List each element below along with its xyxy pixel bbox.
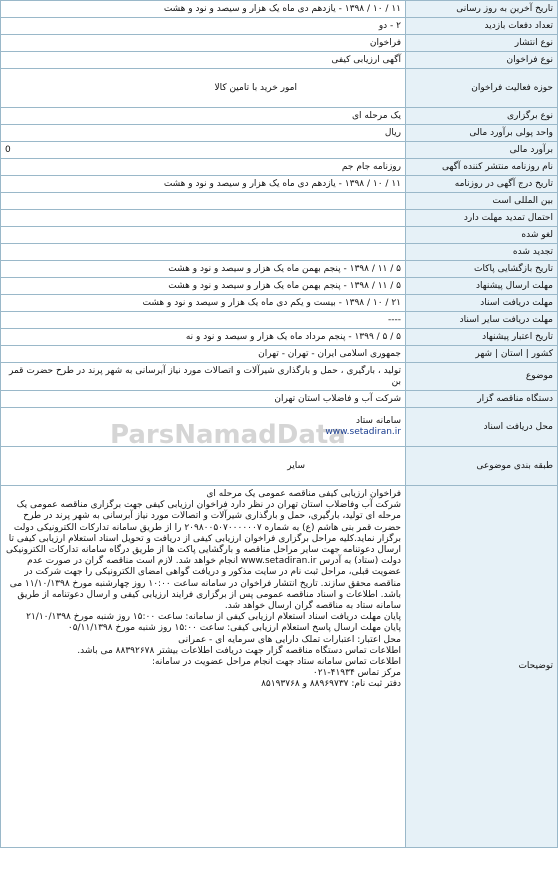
row-value: آگهی ارزیابی کیفی [1, 52, 406, 69]
row-label: مهلت دریافت اسناد [406, 295, 558, 312]
row-value [1, 244, 406, 261]
row-label: برآورد مالی [406, 142, 558, 159]
row-international [1, 193, 558, 210]
row-last-update [1, 1, 558, 18]
row-label: تجدید شده [406, 244, 558, 261]
row-organizer [1, 391, 558, 408]
row-value: ۵ / ۱۱ / ۱۳۹۸ - پنجم بهمن ماه یک هزار و سیصد و نود و هشت [1, 261, 406, 278]
row-value: یک مرحله ای [1, 108, 406, 125]
row-label: لغو شده [406, 227, 558, 244]
row-publish-type [1, 35, 558, 52]
row-activity-field [1, 69, 558, 108]
row-label: طبقه بندی موضوعی [406, 447, 558, 486]
row-label: تاریخ درج آگهی در روزنامه [406, 176, 558, 193]
row-value: ۵ / ۱۱ / ۱۳۹۸ - پنجم بهمن ماه یک هزار و سیصد و نود و هشت [1, 278, 406, 295]
desc-line: محل اعتبار: اعتبارات تملک دارایی های سرمایه ای - عمرانی [178, 634, 401, 645]
row-value: ۵ / ۵ / ۱۳۹۹ - پنجم مرداد ماه یک هزار و سیصد و نود و نه [1, 329, 406, 346]
row-label: موضوع [406, 363, 558, 391]
desc-line: پایان مهلت ارسال پاسخ استعلام ارزیابی کیفی: ساعت ۱۵:۰۰ روز شنبه مورخ ۰۵/۱۱/۱۳۹۸ [67, 623, 401, 634]
row-label: مهلت ارسال پیشنهاد [406, 278, 558, 295]
row-value: جمهوری اسلامی ایران - تهران - تهران [1, 346, 406, 363]
row-value [1, 408, 406, 447]
row-newspaper [1, 159, 558, 176]
row-value: ---- [1, 312, 406, 329]
row-subject [1, 363, 558, 391]
row-label: احتمال تمدید مهلت دارد [406, 210, 558, 227]
desc-line: اطلاعات تماس دستگاه مناقصه گزار جهت دریافت اطلاعات بیشتر ۸۸۳۹۲۶۷۸ می باشد. [77, 645, 401, 656]
row-renewed [1, 244, 558, 261]
row-value: فراخوان [1, 35, 406, 52]
row-label: تاریخ آخرین به روز رسانی [406, 1, 558, 18]
row-value: سایر [1, 447, 406, 486]
docs-place-name: سامانه ستاد [355, 416, 401, 426]
row-value: ۱۱ / ۱۰ / ۱۳۹۸ - یازدهم دی ماه یک هزار و سیصد و نود و هشت [1, 1, 406, 18]
row-value: 0 [1, 142, 406, 159]
watermark: ParsNamadData [110, 420, 346, 450]
row-value: ۲۱ / ۱۰ / ۱۳۹۸ - بیست و یکم دی ماه یک هزار و سیصد و نود و هشت [1, 295, 406, 312]
row-label: مهلت دریافت سایر اسناد [406, 312, 558, 329]
row-holding-type [1, 108, 558, 125]
row-other-docs-deadline [1, 312, 558, 329]
desc-line: شرکت آب وفاضلاب استان تهران در نظر دارد فراخوان ارزیابی کیفی جهت برگزاری مناقصه عمومی یک مرحله ای تولید، بارگیری، حمل و بارگذاری شیرآلات و اتصالات مورد نیاز آبرسانی به شهر پرند در طرح حضرت قمر بنی هاشم (ع) به شماره ۲۰۹۸۰۰۵۰۷۰۰۰۰۰۰۷ را از طریق سامانه تدارکات الکترونیکی دولت برگزار نماید.کلیه مراحل برگزاری فراخوان ارزیابی کیفی از دریافت و تحویل اسناد استعلام ارزیابی کیفی تا ارسال دعوتنامه جهت سایر مراحل مناقصه و بارگشایی پاکت ها از طریق درگاه سامانه تدارکات الکترونیکی دولت (ستاد) به آدرس www.setadiran.ir انجام خواهد شد. لازم است مناقصه گران در صورت عدم عضویت قبلی، مراحل ثبت نام در سایت مذکور و دریافت گواهی امضای الکترونیکی را جهت شرکت در مناقصه محقق سازند. تاریخ انتشار فراخوان در سامانه ساعت ۱۰:۰۰ روز چهارشنبه مورخ ۱۱/۱۰/۱۳۹۸ می باشد. اطلاعات و اسناد مناقصه عمومی پس از برگزاری فرایند ارزیابی کیفی و ارسال دعوتنامه از طریق سامانه ستاد به مناقصه گران ارسال خواهد شد. [5, 500, 401, 612]
row-estimate [1, 142, 558, 159]
row-docs-deadline [1, 295, 558, 312]
row-docs-place [1, 408, 558, 447]
row-label: تاریخ اعتبار پیشنهاد [406, 329, 558, 346]
row-label: تعداد دفعات بازدید [406, 18, 558, 35]
row-label: توضیحات [406, 486, 558, 848]
row-label: تاریخ بازگشایی پاکات [406, 261, 558, 278]
row-call-type [1, 52, 558, 69]
row-extension [1, 210, 558, 227]
row-cancelled [1, 227, 558, 244]
desc-line: مرکز تماس ۴۱۹۳۴-۰۲۱ [312, 668, 401, 679]
row-label: بین المللی است [406, 193, 558, 210]
row-newspaper-date [1, 176, 558, 193]
row-label: حوزه فعالیت فراخوان [406, 69, 558, 108]
row-opening-date [1, 261, 558, 278]
row-submission-deadline [1, 278, 558, 295]
description-text [1, 486, 406, 848]
row-visits [1, 18, 558, 35]
row-description [1, 486, 558, 848]
setad-link[interactable]: www.setadiran.ir [325, 427, 401, 437]
row-label: دستگاه مناقصه گزار [406, 391, 558, 408]
row-value: ۲ - دو [1, 18, 406, 35]
row-validity [1, 329, 558, 346]
row-currency [1, 125, 558, 142]
desc-line: فراخوان ارزیابی کیفی مناقصه عمومی یک مرحله ای [206, 489, 401, 499]
row-value: روزنامه جام جم [1, 159, 406, 176]
desc-line: اطلاعات تماس سامانه ستاد جهت انجام مراحل عضویت در سامانه: [151, 657, 401, 668]
row-label: واحد پولی برآورد مالی [406, 125, 558, 142]
desc-line: پایان مهلت دریافت اسناد استعلام ارزیابی کیفی از سامانه: ساعت ۱۵:۰۰ روز شنبه مورخ ۲۱/۱۰/۱۳۹۸ [26, 612, 401, 623]
row-label: نوع برگزاری [406, 108, 558, 125]
row-value: تولید ، بارگیری ، حمل و بارگذاری شیرآلات و اتصالات مورد نیاز آبرسانی به شهر پرند در طرح حضرت قمر بن [1, 363, 406, 391]
row-value: ۱۱ / ۱۰ / ۱۳۹۸ - یازدهم دی ماه یک هزار و سیصد و نود و هشت [1, 176, 406, 193]
row-label: نوع انتشار [406, 35, 558, 52]
row-location [1, 346, 558, 363]
row-value [1, 227, 406, 244]
row-label: نوع فراخوان [406, 52, 558, 69]
row-value [1, 210, 406, 227]
desc-line: دفتر ثبت نام: ۸۸۹۶۹۷۳۷ و ۸۵۱۹۳۷۶۸ [261, 679, 401, 690]
row-value: ریال [1, 125, 406, 142]
row-category [1, 447, 558, 486]
row-label: کشور | استان | شهر [406, 346, 558, 363]
row-value: امور خرید با تامین کالا [1, 69, 406, 108]
row-value: شرکت آب و فاضلاب استان تهران [1, 391, 406, 408]
row-label: نام روزنامه منتشر کننده آگهی [406, 159, 558, 176]
row-label: محل دریافت اسناد [406, 408, 558, 447]
row-value [1, 193, 406, 210]
